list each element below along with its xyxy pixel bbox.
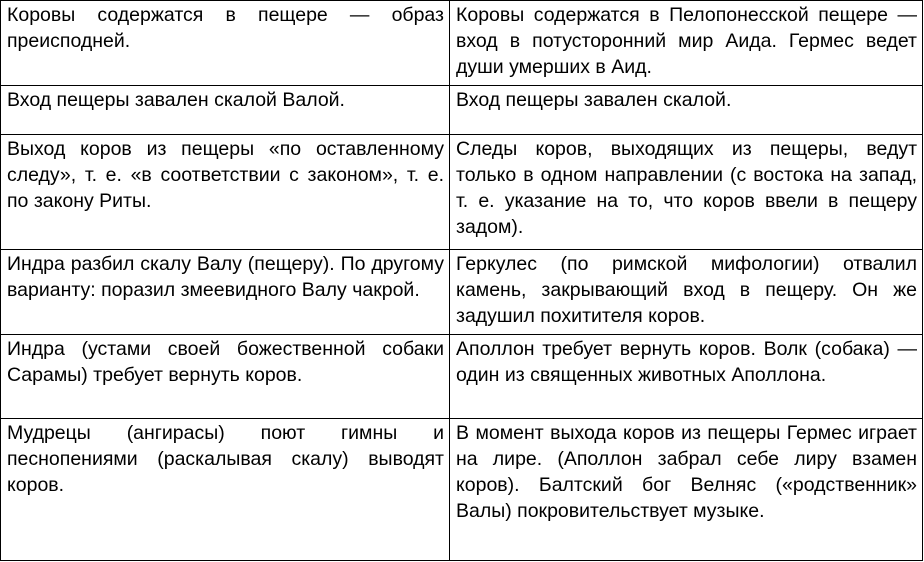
table-cell-left: Мудрецы (ангирасы) поют гимны и песнопениями (раскалывая скалу) выводят коров. — [1, 419, 450, 561]
table-cell-right: Геркулес (по римской мифологии) отвалил камень, закрывающий вход в пещеру. Он же задушил похитителя коров. — [450, 250, 923, 335]
table-cell-left: Выход коров из пещеры «по оставленному следу», т. е. «в соответствии с законом», т. е. по закону Риты. — [1, 135, 450, 250]
table-cell-right: В момент выхода коров из пещеры Гермес играет на лире. (Аполлон забрал себе лиру взамен коров). Балтский бог Велняс («родственник» Валы) покровительствует музыке. — [450, 419, 923, 561]
table-row — [1, 86, 923, 135]
table-cell-right: Вход пещеры завален скалой. — [450, 86, 923, 135]
table-row — [1, 250, 923, 335]
table-row — [1, 419, 923, 561]
table-row — [1, 1, 923, 86]
table-row — [1, 135, 923, 250]
table-cell-left: Индра разбил скалу Валу (пещеру). По другому варианту: поразил змеевидного Валу чакрой. — [1, 250, 450, 335]
table-cell-left: Индра (устами своей божественной собаки Сарамы) требует вернуть коров. — [1, 335, 450, 419]
table-cell-left: Вход пещеры завален скалой Валой. — [1, 86, 450, 135]
table-cell-left: Коровы содержатся в пещере — образ преисподней. — [1, 1, 450, 86]
table-row — [1, 335, 923, 419]
table-cell-right: Следы коров, выходящих из пещеры, ведут только в одном направлении (с востока на запад, т. е. указание на то, что коров ввели в пещеру задом). — [450, 135, 923, 250]
table-cell-right: Аполлон требует вернуть коров. Волк (собака) — один из священных животных Аполлона. — [450, 335, 923, 419]
table-cell-right: Коровы содержатся в Пелопонесской пещере — вход в потусторонний мир Аида. Гермес ведет души умерших в Аид. — [450, 1, 923, 86]
